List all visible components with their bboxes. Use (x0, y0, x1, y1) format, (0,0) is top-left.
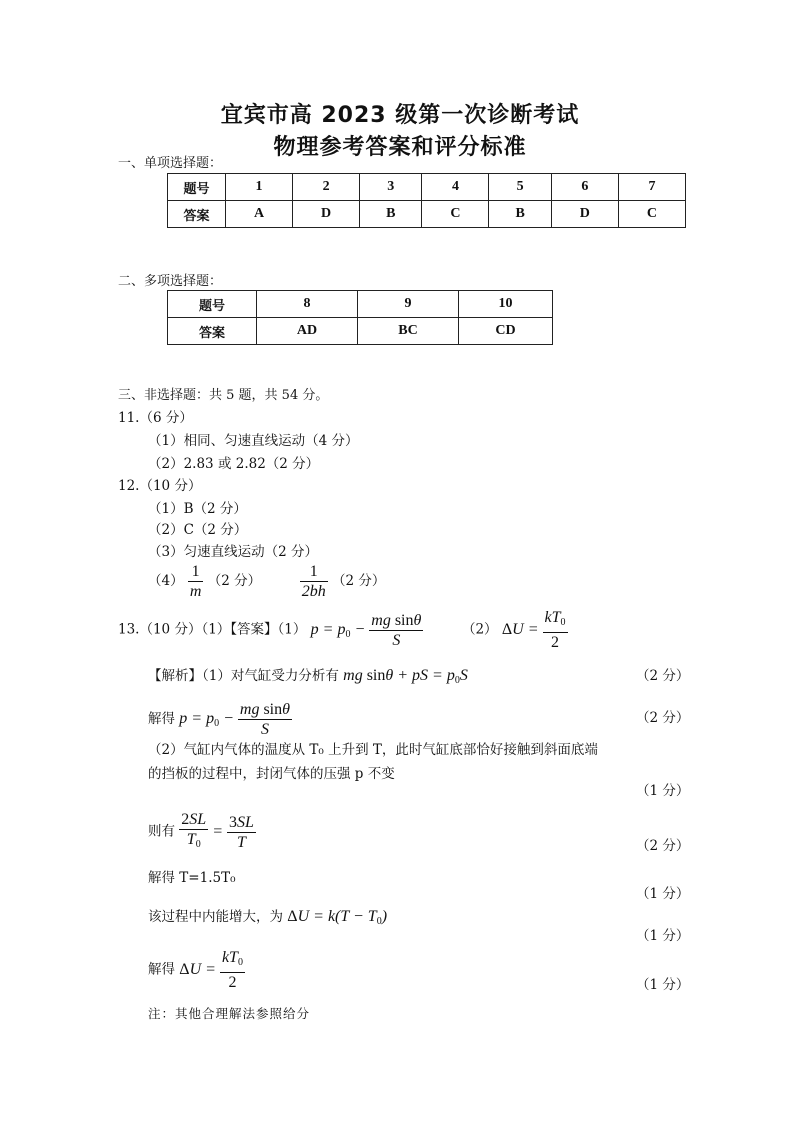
question-number: 3 (360, 174, 422, 201)
question-number: 6 (551, 174, 618, 201)
q11-label: 11.（6 分） (118, 410, 193, 426)
section1-heading: 一、单项选择题： (118, 156, 223, 171)
formula-pressure-result: $p = p_0$ − $\frac{\text{mg sinθ}}{S}$ (179, 701, 290, 738)
analysis-label: 【解析】（1）对气缸受力分析有 (148, 668, 339, 684)
formula-internal-energy: $\Delta U = k(T - T_0)$ (287, 908, 388, 927)
points: （1 分） (636, 928, 690, 944)
answer-cell: D (293, 201, 360, 228)
formula-delta-u-result: ΔU = $\frac{kT_0}{2}$ (179, 949, 243, 991)
table-row (168, 201, 686, 228)
table-row (168, 174, 686, 201)
row-label: 答案 (168, 318, 257, 345)
answer-cell: D (551, 201, 618, 228)
page-title-line2: 物理参考答案和评分标准 (273, 135, 527, 160)
multi-choice-table (167, 290, 553, 345)
formula-pressure: $p = p_0$ − $\frac{\text{mg sinθ}}{S}$ (310, 611, 422, 649)
answer-cell: C (422, 201, 489, 228)
single-choice-table (167, 173, 686, 228)
q13-solution-temperature: 解得 T=1.5T₀ (148, 870, 236, 886)
section2-heading: 二、多项选择题： (118, 274, 223, 289)
internal-energy-label: 该过程中内能增大，为 (148, 909, 283, 925)
question-number: 7 (618, 174, 685, 201)
answer-cell: AD (257, 318, 358, 345)
answer-cell: CD (459, 318, 553, 345)
answer-cell: A (226, 201, 293, 228)
page-title-line1: 宜宾市高 2023 级第一次诊断考试 (220, 103, 580, 128)
answer-cell: B (360, 201, 422, 228)
q12-part4 (148, 562, 385, 601)
points: （1 分） (636, 886, 690, 902)
q12-part3: （3）匀速直线运动（2 分） (148, 544, 318, 560)
question-number: 9 (358, 291, 459, 318)
points: （2 分） (207, 573, 262, 589)
q12-part4-label: （4） (148, 573, 184, 589)
points: （2 分） (636, 668, 690, 684)
solved-label: 解得 (148, 711, 175, 728)
row-label: 题号 (168, 174, 226, 201)
answer-cell: B (489, 201, 551, 228)
q13-solution-pressure (148, 700, 292, 739)
q13-label: 13.（10 分）（1）【答案】（1） (118, 621, 307, 638)
fraction-1-over-m (188, 562, 204, 601)
fraction-1-over-2bh (300, 562, 328, 601)
answer-cell: BC (358, 318, 459, 345)
formula-force-balance: mg sinθ + pS = $p_0S$ (343, 667, 468, 686)
formula-charles-law: $\frac{2SL}{T_0}$ = $\frac{3SL}{T}$ (179, 823, 256, 840)
formula-delta-u: ΔU = $\frac{kT_0}{2}$ (501, 609, 566, 651)
q12-part2: （2）C（2 分） (148, 522, 248, 538)
q13-internal-energy (148, 905, 387, 927)
fraction-numerator: 1 (309, 563, 318, 580)
points: （2 分） (636, 710, 690, 726)
question-number: 1 (226, 174, 293, 201)
fraction-denominator: 2bh (301, 583, 326, 600)
table-row (168, 318, 553, 345)
footer-note: 注：其他合理解法参照给分 (148, 1006, 311, 1021)
points: （2 分） (332, 573, 386, 589)
q13-solution-delta-u (148, 948, 245, 992)
then-label: 则有 (148, 823, 175, 840)
q11-part1: （1）相同、匀速直线运动（4 分） (148, 433, 359, 449)
points: （1 分） (636, 977, 690, 993)
solved-label: 解得 (148, 961, 175, 978)
q12-label: 12.（10 分） (118, 478, 202, 494)
question-number: 8 (257, 291, 358, 318)
q11-part2: （2）2.83 或 2.82（2 分） (148, 456, 320, 472)
points: （2 分） (636, 838, 690, 854)
section3-heading: 三、非选择题：共 5 题，共 54 分。 (118, 388, 329, 403)
question-number: 4 (422, 174, 489, 201)
row-label: 题号 (168, 291, 257, 318)
q13-part2-line2: 的挡板的过程中，封闭气体的压强 p 不变 (148, 766, 395, 782)
question-number: 10 (459, 291, 553, 318)
row-label: 答案 (168, 201, 226, 228)
q13-gas-law (148, 810, 256, 854)
q12-part1: （1）B（2 分） (148, 501, 247, 517)
points: （1 分） (636, 783, 690, 799)
table-row (168, 291, 553, 318)
question-number: 2 (293, 174, 360, 201)
answer-cell: C (618, 201, 685, 228)
q13-part2-line1: （2）气缸内气体的温度从 T₀ 上升到 T，此时气缸底部恰好接触到斜面底端 (148, 742, 598, 758)
fraction-denominator: m (189, 583, 202, 600)
fraction-numerator: 1 (191, 563, 200, 580)
q13-analysis (148, 664, 468, 686)
q13-answer-line (118, 608, 568, 652)
question-number: 5 (489, 174, 551, 201)
q13-answer2-label: （2） (461, 621, 498, 638)
